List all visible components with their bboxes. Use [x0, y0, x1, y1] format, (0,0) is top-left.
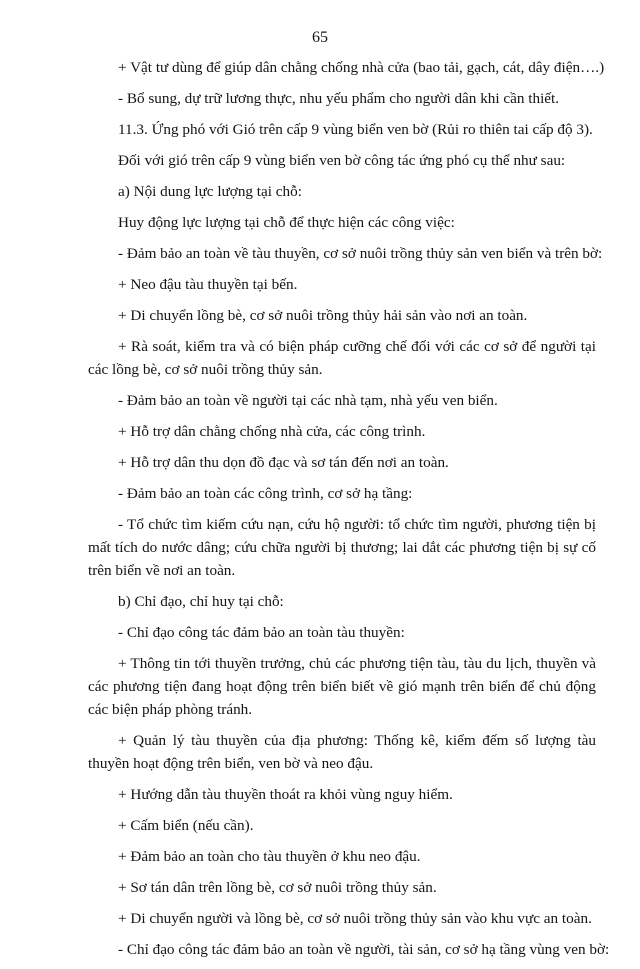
- paragraph-anchor: + Neo đậu tàu thuyền tại bến.: [118, 276, 298, 293]
- page-number: 65: [312, 29, 328, 46]
- paragraph-direct-boats: - Chỉ đạo công tác đảm bảo an toàn tàu thuyền:: [118, 624, 405, 641]
- paragraph-coastal-safety: - Chỉ đạo công tác đảm bảo an toàn về người, tài sản, cơ sở hạ tầng vùng ven bờ:: [118, 941, 610, 958]
- paragraph-move-people-cages: + Di chuyển người và lồng bè, cơ sở nuôi trồng thủy sản vào khu vực an toàn.: [118, 910, 592, 927]
- subheading-a: a) Nội dung lực lượng tại chỗ:: [118, 183, 302, 200]
- subheading-b: b) Chỉ đạo, chỉ huy tại chỗ:: [118, 593, 284, 610]
- paragraph-guide-boats: + Hướng dẫn tàu thuyền thoát ra khỏi vùng nguy hiểm.: [118, 786, 453, 803]
- paragraph-intro: Đối với gió trên cấp 9 vùng biển ven bờ công tác ứng phó cụ thể như sau:: [118, 152, 566, 169]
- paragraph-move-cages: + Di chuyển lồng bè, cơ sở nuôi trồng thủy hải sản vào nơi an toàn.: [118, 307, 528, 324]
- paragraph-mobilize: Huy động lực lượng tại chỗ để thực hiện các công việc:: [118, 214, 455, 231]
- paragraph-boat-safety: - Đảm bảo an toàn về tàu thuyền, cơ sở nuôi trồng thủy sản ven biển và trên bờ:: [118, 245, 603, 262]
- paragraph-evacuate-cages: + Sơ tán dân trên lồng bè, cơ sở nuôi trồng thủy sản.: [118, 879, 437, 896]
- paragraph-materials: + Vật tư dùng để giúp dân chằng chống nhà cửa (bao tải, gạch, cát, dây điện….): [118, 59, 605, 76]
- section-heading-11-3: 11.3. Ứng phó với Gió trên cấp 9 vùng biển ven bờ (Rủi ro thiên tai cấp độ 3).: [118, 121, 593, 138]
- paragraph-rescue: - Tổ chức tìm kiếm cứu nạn, cứu hộ người: tổ chức tìm người, phương tiện bị mất tích do nước dâng; cứu chữa người bị thương; lai dắt các phương tiện bị sự cố trên biển về nơi an toàn.: [88, 516, 596, 579]
- paragraph-support-houses: + Hỗ trợ dân chằng chống nhà cửa, các công trình.: [118, 423, 426, 440]
- paragraph-inform-captains: + Thông tin tới thuyền trưởng, chủ các phương tiện tàu, tàu du lịch, thuyền và các phương tiện đang hoạt động trên biển biết về gió mạnh trên biển để chủ động các biện pháp phòng tránh.: [88, 655, 596, 718]
- paragraph-infrastructure: - Đảm bảo an toàn các công trình, cơ sở hạ tầng:: [118, 485, 413, 502]
- document-body: [88, 56, 610, 969]
- paragraph-people-safety: - Đảm bảo an toàn về người tại các nhà tạm, nhà yếu ven biển.: [118, 392, 498, 409]
- paragraph-manage-boats: + Quản lý tàu thuyền của địa phương: Thống kê, kiểm đếm số lượng tàu thuyền hoạt động trên biển, ven bờ và neo đậu.: [88, 732, 596, 772]
- paragraph-ban-sea: + Cấm biển (nếu cần).: [118, 817, 254, 834]
- paragraph-evacuate: + Hỗ trợ dân thu dọn đồ đạc và sơ tán đến nơi an toàn.: [118, 454, 449, 471]
- paragraph-inspection: + Rà soát, kiểm tra và có biện pháp cưỡng chế đối với các cơ sở để người tại các lồng bè, cơ sở nuôi trồng thủy sản.: [88, 338, 596, 378]
- paragraph-anchorage-safety: + Đảm bảo an toàn cho tàu thuyền ở khu neo đậu.: [118, 848, 421, 865]
- paragraph-food-supplies: - Bổ sung, dự trữ lương thực, nhu yếu phẩm cho người dân khi cần thiết.: [118, 90, 560, 107]
